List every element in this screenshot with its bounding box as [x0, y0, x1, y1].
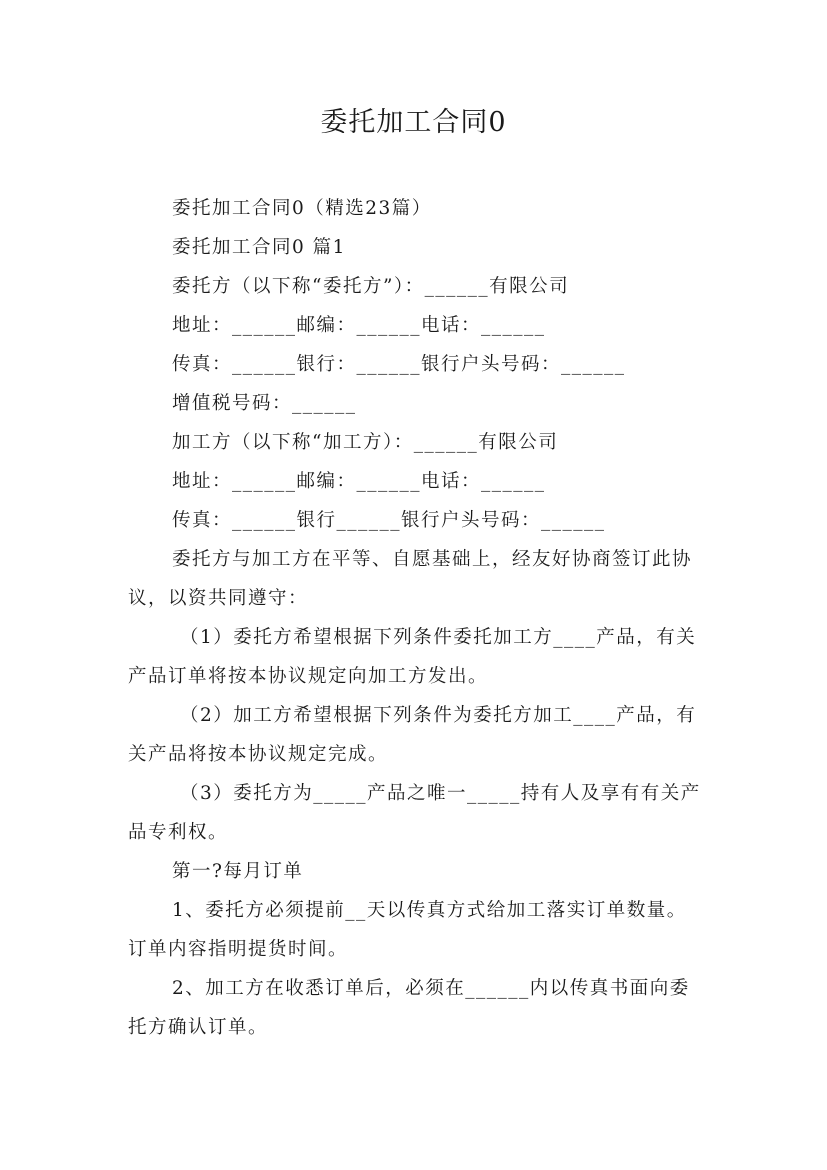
document-title: 委托加工合同0	[320, 107, 507, 138]
paragraph: （1）委托方希望根据下列条件委托加工方____产品，有关产品订单将按本协议规定向加工方发出。	[128, 627, 697, 687]
paragraph: 地址：______邮编：______电话：______	[172, 471, 546, 492]
paragraph: 委托加工合同0 篇1	[172, 237, 346, 258]
section-heading: 第一?每月订单	[172, 861, 304, 882]
paragraph: 委托加工合同0（精选23篇）	[172, 198, 432, 219]
paragraph: （2）加工方希望根据下列条件为委托方加工____产品，有关产品将按本协议规定完成。	[128, 705, 697, 765]
paragraph: 传真：______银行：______银行户头号码：______	[172, 354, 626, 375]
paragraph: 地址：______邮编：______电话：______	[172, 315, 546, 336]
paragraph: 增值税号码：______	[172, 393, 357, 414]
paragraph: 委托方与加工方在平等、自愿基础上，经友好协商签订此协议，以资共同遵守：	[128, 549, 693, 609]
paragraph: 1、委托方必须提前__天以传真方式给加工落实订单数量。订单内容指明提货时间。	[128, 900, 687, 960]
paragraph: （3）委托方为_____产品之唯一_____持有人及享有有关产品专利权。	[128, 783, 701, 843]
paragraph: 加工方（以下称“加工方）：______有限公司	[172, 432, 559, 453]
document-body	[128, 189, 703, 1047]
paragraph: 2、加工方在收悉订单后，必须在______内以传真书面向委托方确认订单。	[128, 978, 690, 1038]
paragraph: 传真：______银行______银行户头号码：______	[172, 510, 606, 531]
paragraph: 委托方（以下称“委托方”）：______有限公司	[172, 276, 570, 297]
